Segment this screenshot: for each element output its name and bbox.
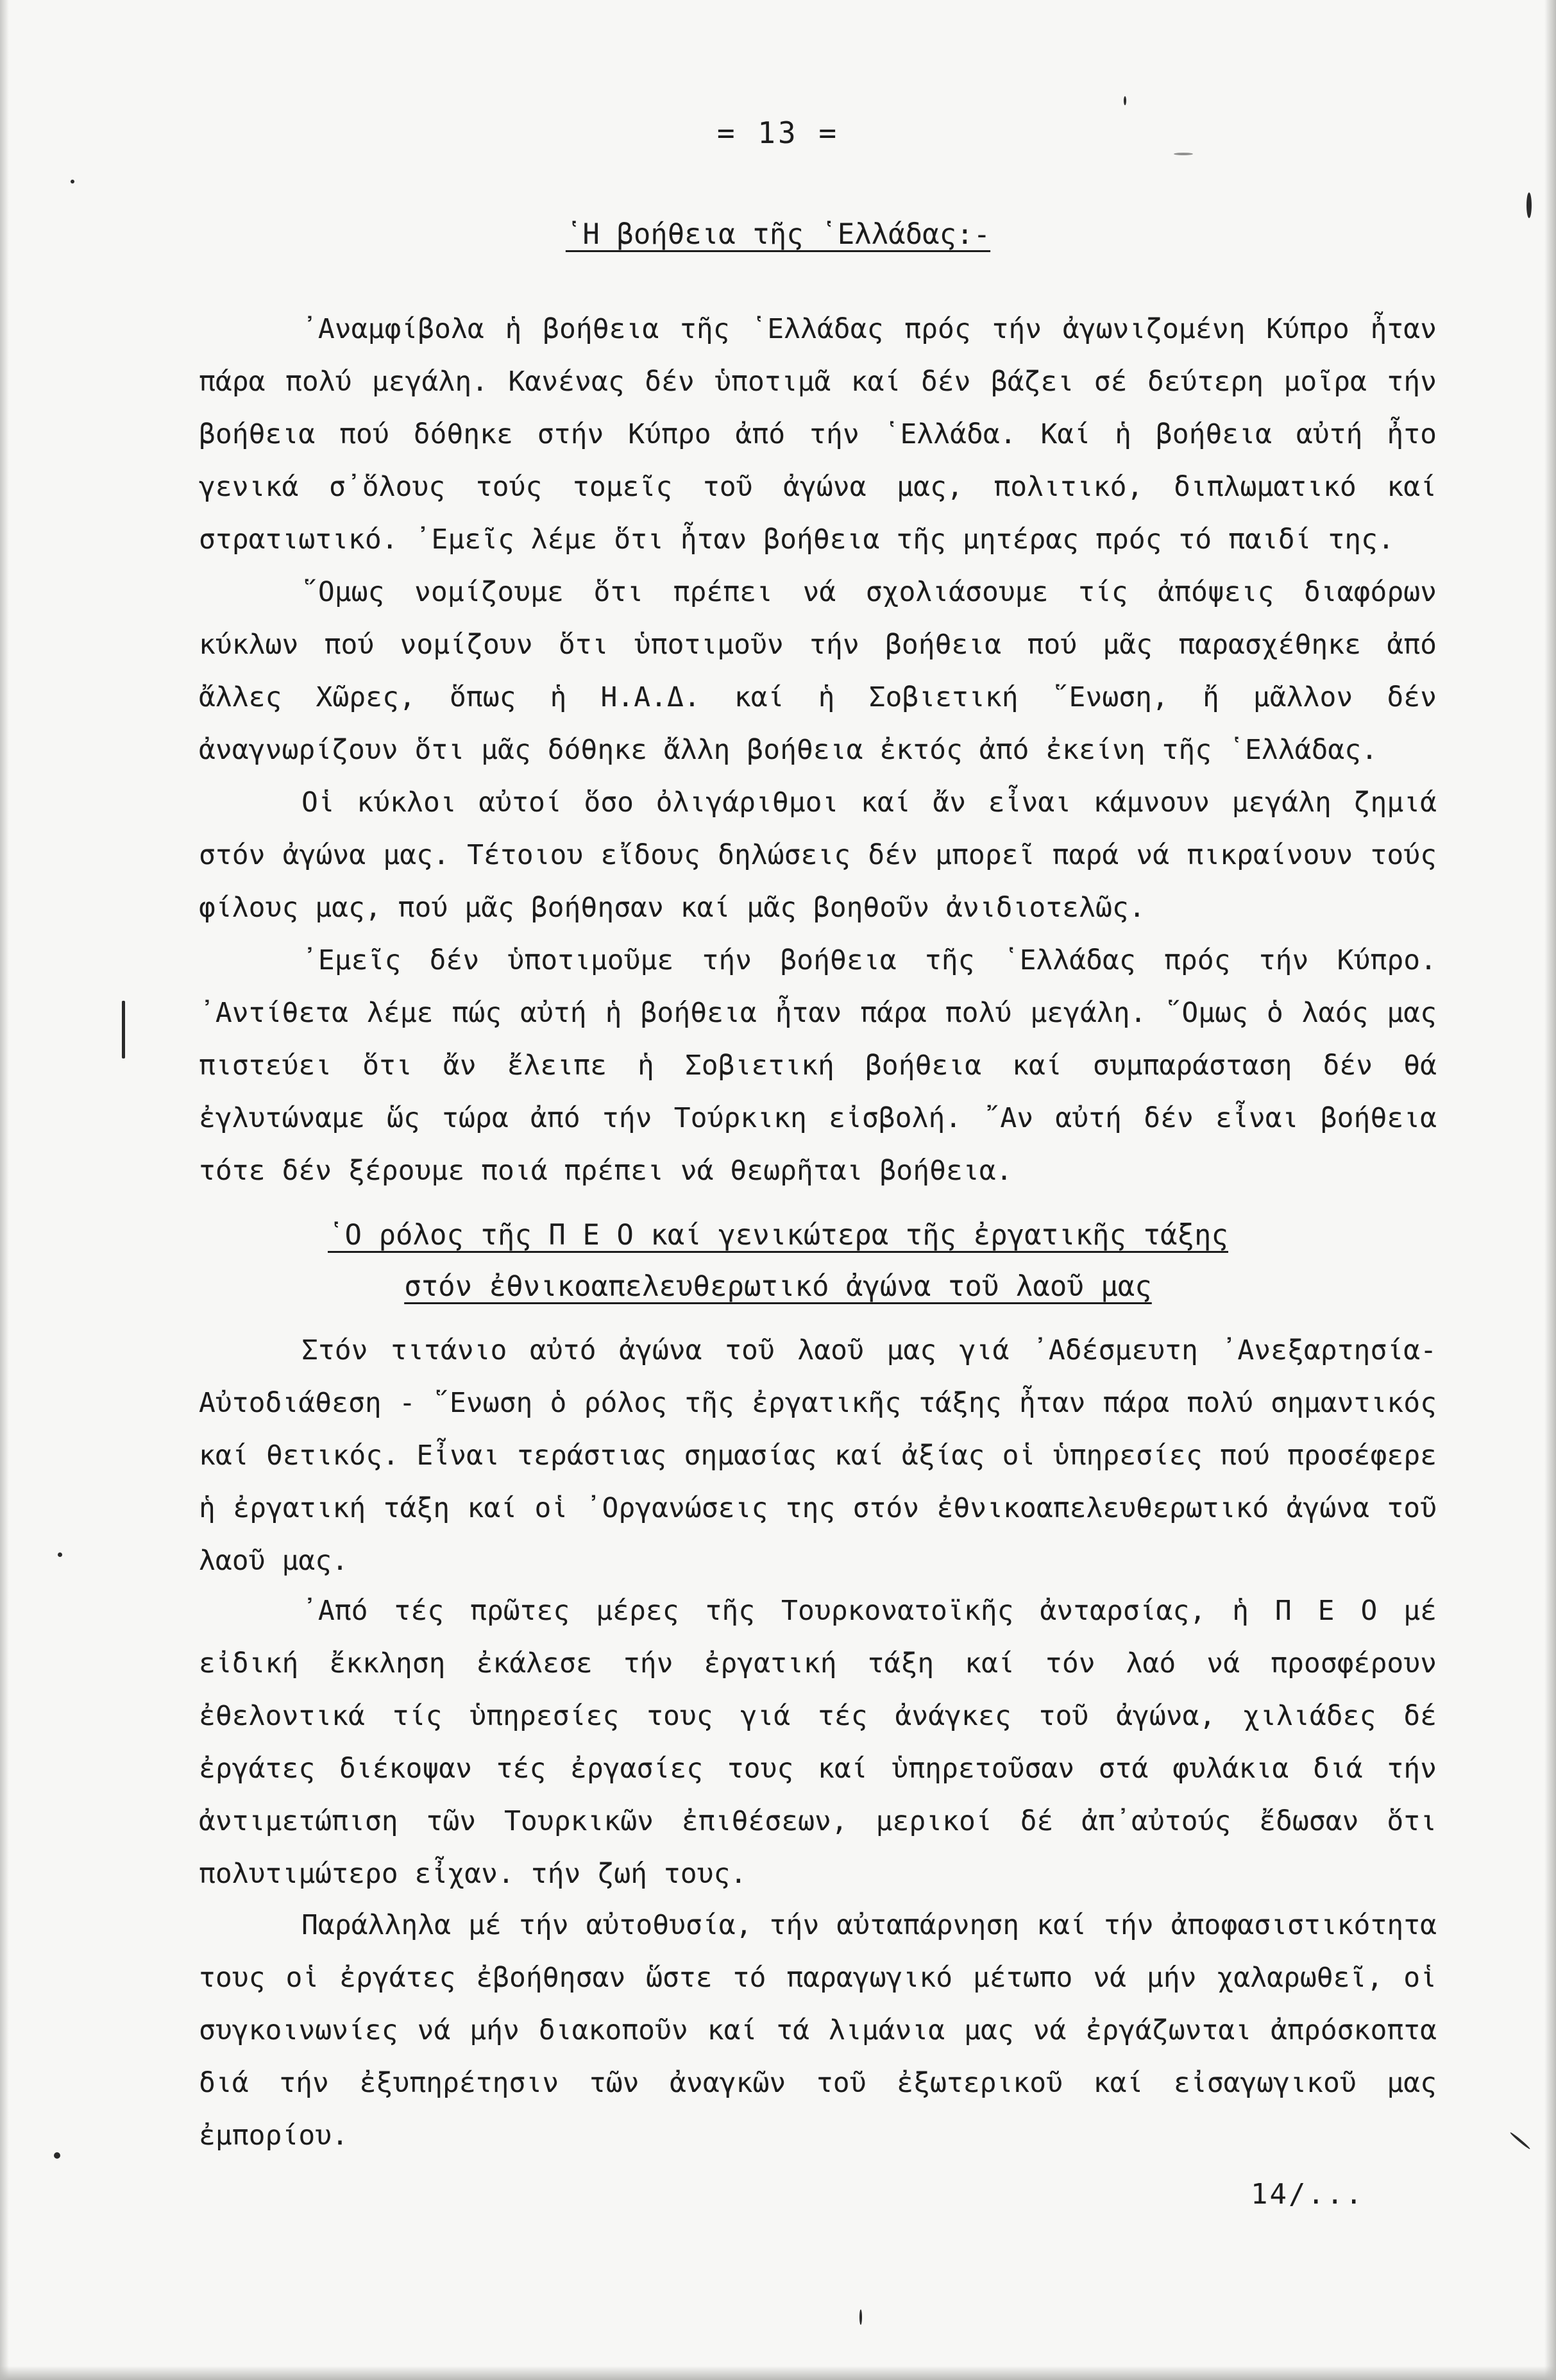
- scan-speck: [1526, 192, 1532, 218]
- paragraph: ῞Ομως νομίζουμε ὅτι πρέπει νά σχολιάσουμε τίς ἀπόψεις διαφόρων κύκλων πού νομίζουν ὅτι ὑποτιμοῦν τήν βοήθεια πού μᾶς παρασχέθηκε ἀπό ἄλλες Χῶρες, ὅπως ἡ Η.Α.Δ. καί ἡ Σοβιετική ῞Ενωση, ἤ μᾶλλον δέν ἀναγνωρίζουν ὅτι μᾶς δόθηκε ἄλλη βοήθεια ἐκτός ἀπό ἐκείνη τῆς ῾Ελλάδας.: [199, 576, 1437, 766]
- scan-speck: [122, 1001, 125, 1058]
- scan-edge-bottom: [0, 2366, 1556, 2380]
- scan-speck: [1509, 2132, 1530, 2150]
- scan-speck: [1124, 96, 1126, 105]
- paragraph: Παράλληλα μέ τήν αὐτοθυσία, τήν αὐταπάρνηση καί τήν ἀποφασιστικότητα τους οἱ ἐργάτες ἐβοήθησαν ὥστε τό παραγωγικό μέτωπο νά μήν χαλαρωθεῖ, οἱ συγκοινωνίες νά μήν διακοποῦν καί τά λιμάνια μας νά ἐργάζωνται ἀπρόσκοπτα διά τήν ἐξυπηρέτησιν τῶν ἀναγκῶν τοῦ ἐξωτερικοῦ καί εἰσαγωγικοῦ μας ἐμπορίου.: [199, 1909, 1437, 2152]
- section-heading-peo-role-line-2: στόν ἐθνικοαπελευθερωτικό ἀγώνα τοῦ λαοῦ μας: [404, 1270, 1152, 1303]
- continuation-page-ref: 14/...: [1251, 2178, 1364, 2211]
- scan-speck: [58, 1552, 62, 1557]
- paragraph: Οἱ κύκλοι αὐτοί ὅσο ὀλιγάριθμοι καί ἄν εἶναι κάμνουν μεγάλη ζημιά στόν ἀγώνα μας. Τέτοιου εἴδους δηλώσεις δέν μπορεῖ παρά νά πικραίνουν τούς φίλους μας, πού μᾶς βοήθησαν καί μᾶς βοηθοῦν ἀνιδιοτελῶς.: [199, 786, 1437, 924]
- scan-speck: [859, 2309, 862, 2325]
- paragraph: ᾿Από τές πρῶτες μέρες τῆς Τουρκονατοϊκῆς ἀνταρσίας, ἡ Π Ε Ο μέ εἰδική ἔκκληση ἐκάλεσε τήν ἐργατική τάξη καί τόν λαό νά προσφέρουν ἐθελοντικά τίς ὑπηρεσίες τους γιά τές ἀνάγκες τοῦ ἀγώνα, χιλιάδες δέ ἐργάτες διέκοψαν τές ἐργασίες τους καί ὑπηρετοῦσαν στά φυλάκια διά τήν ἀντιμετώπιση τῶν Τουρκικῶν ἐπιθέσεων, μερικοί δέ ἀπ᾿αὐτούς ἔδωσαν ὅτι πολυτιμώτερο εἶχαν. τήν ζωή τους.: [199, 1595, 1437, 1890]
- scan-edge-left: [0, 0, 9, 2380]
- paragraph: ᾿Εμεῖς δέν ὑποτιμοῦμε τήν βοήθεια τῆς ῾Ελλάδας πρός τήν Κύπρο. ᾿Αντίθετα λέμε πώς αὐτή ἡ βοήθεια ἦταν πάρα πολύ μεγάλη. ῞Ομως ὁ λαός μας πιστεύει ὅτι ἄν ἔλειπε ἡ Σοβιετική βοήθεια καί συμπαράσταση δέν θά ἐγλυτώναμε ὥς τώρα ἀπό τήν Τούρκικη εἰσβολή. ῎Αν αὐτή δέν εἶναι βοήθεια τότε δέν ξέρουμε ποιά πρέπει νά θεωρῆται βοήθεια.: [199, 944, 1437, 1187]
- section-heading-greece-aid: ῾Η βοήθεια τῆς ῾Ελλάδας:-: [565, 218, 991, 251]
- page-number: = 13 =: [716, 115, 840, 150]
- scan-speck: [1174, 153, 1193, 155]
- scan-speck: [54, 2152, 60, 2159]
- paragraph: Στόν τιτάνιο αὐτό ἀγώνα τοῦ λαοῦ μας γιά ᾿Αδέσμευτη ᾿Ανεξαρτησία-Αὐτοδιάθεση - ῞Ενωση ὁ ρόλος τῆς ἐργατικῆς τάξης ἦταν πάρα πολύ σημαντικός καί θετικός. Εἶναι τεράστιας σημασίας καί ἀξίας οἱ ὑπηρεσίες πού προσέφερε ἡ ἐργατική τάξη καί οἱ ᾿Οργανώσεις της στόν ἐθνικοαπελευθερωτικό ἀγώνα τοῦ λαοῦ μας.: [199, 1334, 1437, 1577]
- section-heading-peo-role-line-1: ῾Ο ρόλος τῆς Π Ε Ο καί γενικώτερα τῆς ἐργατικῆς τάξης: [328, 1219, 1228, 1252]
- scan-speck: [71, 180, 74, 183]
- paragraph: ᾿Αναμφίβολα ἡ βοήθεια τῆς ῾Ελλάδας πρός τήν ἀγωνιζομένη Κύπρο ἦταν πάρα πολύ μεγάλη. Κανένας δέν ὑποτιμᾶ καί δέν βάζει σέ δεύτερη μοῖρα τήν βοήθεια πού δόθηκε στήν Κύπρο ἀπό τήν ῾Ελλάδα. Καί ἡ βοήθεια αὐτή ἦτο γενικά σ᾿ὅλους τούς τομεῖς τοῦ ἀγώνα μας, πολιτικό, διπλωματικό καί στρατιωτικό. ᾿Εμεῖς λέμε ὅτι ἦταν βοήθεια τῆς μητέρας πρός τό παιδί της.: [199, 313, 1437, 556]
- scan-edge-right: [1544, 0, 1556, 2380]
